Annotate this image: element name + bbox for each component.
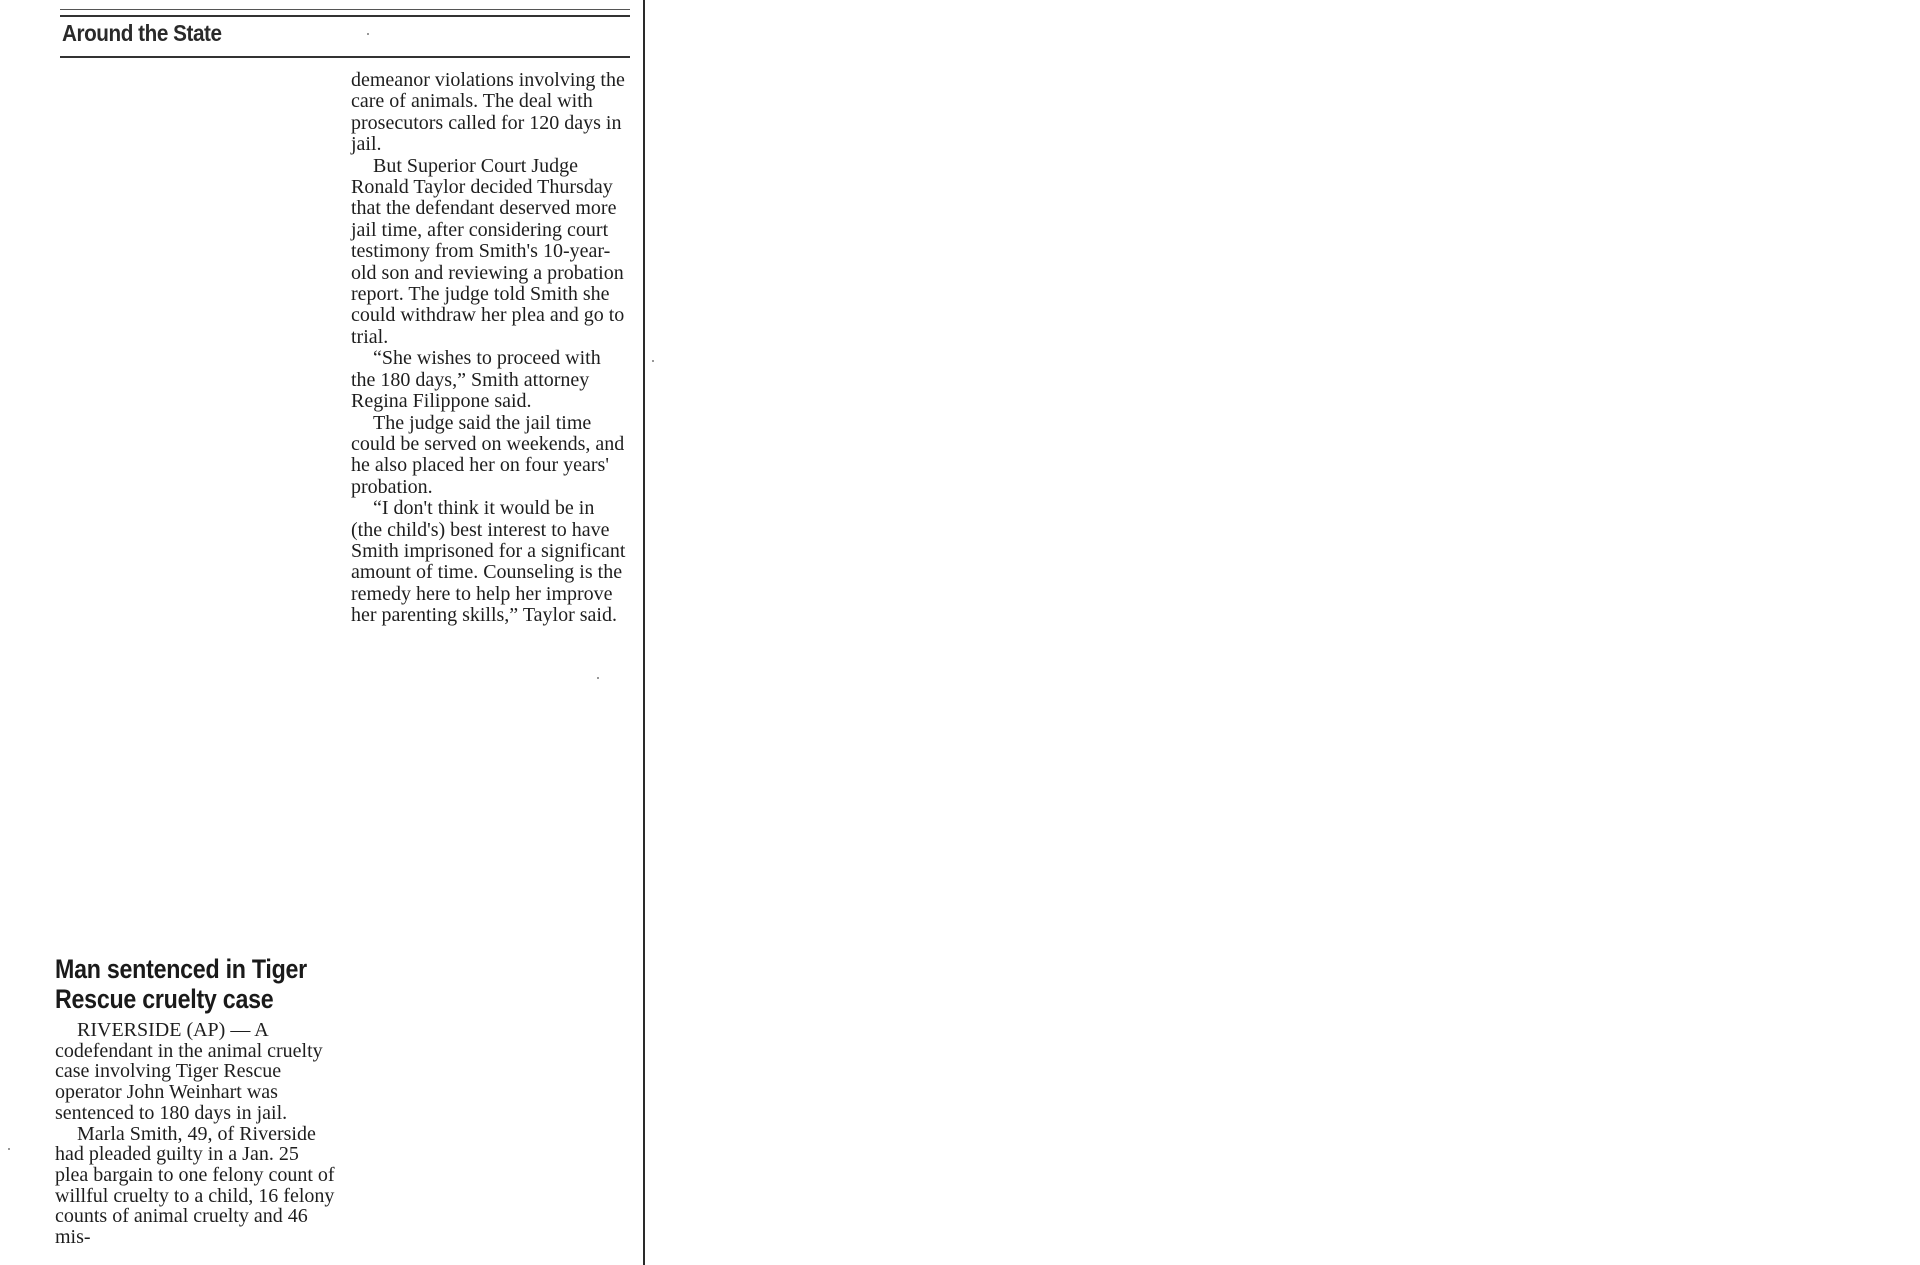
- article-paragraph: “She wishes to proceed with the 180 days,” Smith attorney Regina Filippone said.: [351, 347, 601, 413]
- article-paragraph: RIVERSIDE (AP) — A codefendant in the animal cruelty case involving Tiger Rescue operator John Weinhart was sentenced to 180 days in jail.: [55, 1019, 323, 1124]
- scan-speck: [367, 33, 369, 35]
- scan-speck: [8, 1148, 10, 1150]
- article-paragraph: Marla Smith, 49, of Riverside had pleaded guilty in a Jan. 25 plea bargain to one felony count of willful cruelty to a child, 16 felony counts of animal cruelty and 46 mis-: [55, 1122, 335, 1249]
- article-paragraph: The judge said the jail time could be served on weekends, and he also placed her on four years' probation.: [351, 411, 625, 498]
- article-right-column: [351, 70, 627, 627]
- scan-speck: [652, 360, 654, 362]
- article-paragraph: But Superior Court Judge Ronald Taylor decided Thursday that the defendant deserved more jail time, after considering court testimony from Smith's 10-year-old son and reviewing a probation report. The judge told Smith she could withdraw her plea and go to trial.: [351, 154, 625, 348]
- section-header: Around the State: [62, 20, 222, 46]
- header-rule: [60, 56, 630, 58]
- scan-speck: [597, 677, 599, 679]
- newspaper-clipping: [0, 0, 645, 1265]
- column-divider: [643, 0, 645, 1265]
- article-continuation: demeanor violations involving the care of animals. The deal with prosecutors called for 120 days in jail.: [351, 69, 625, 156]
- article-headline: Man sentenced in Tiger Rescue cruelty case: [55, 954, 307, 1014]
- article-left-column: [55, 954, 335, 1248]
- top-rule: [60, 9, 630, 17]
- article-paragraph: “I don't think it would be in (the child's) best interest to have Smith imprisoned for a significant amount of time. Counseling is the remedy here to help her improve her parenting skills,” Taylor said.: [351, 497, 626, 627]
